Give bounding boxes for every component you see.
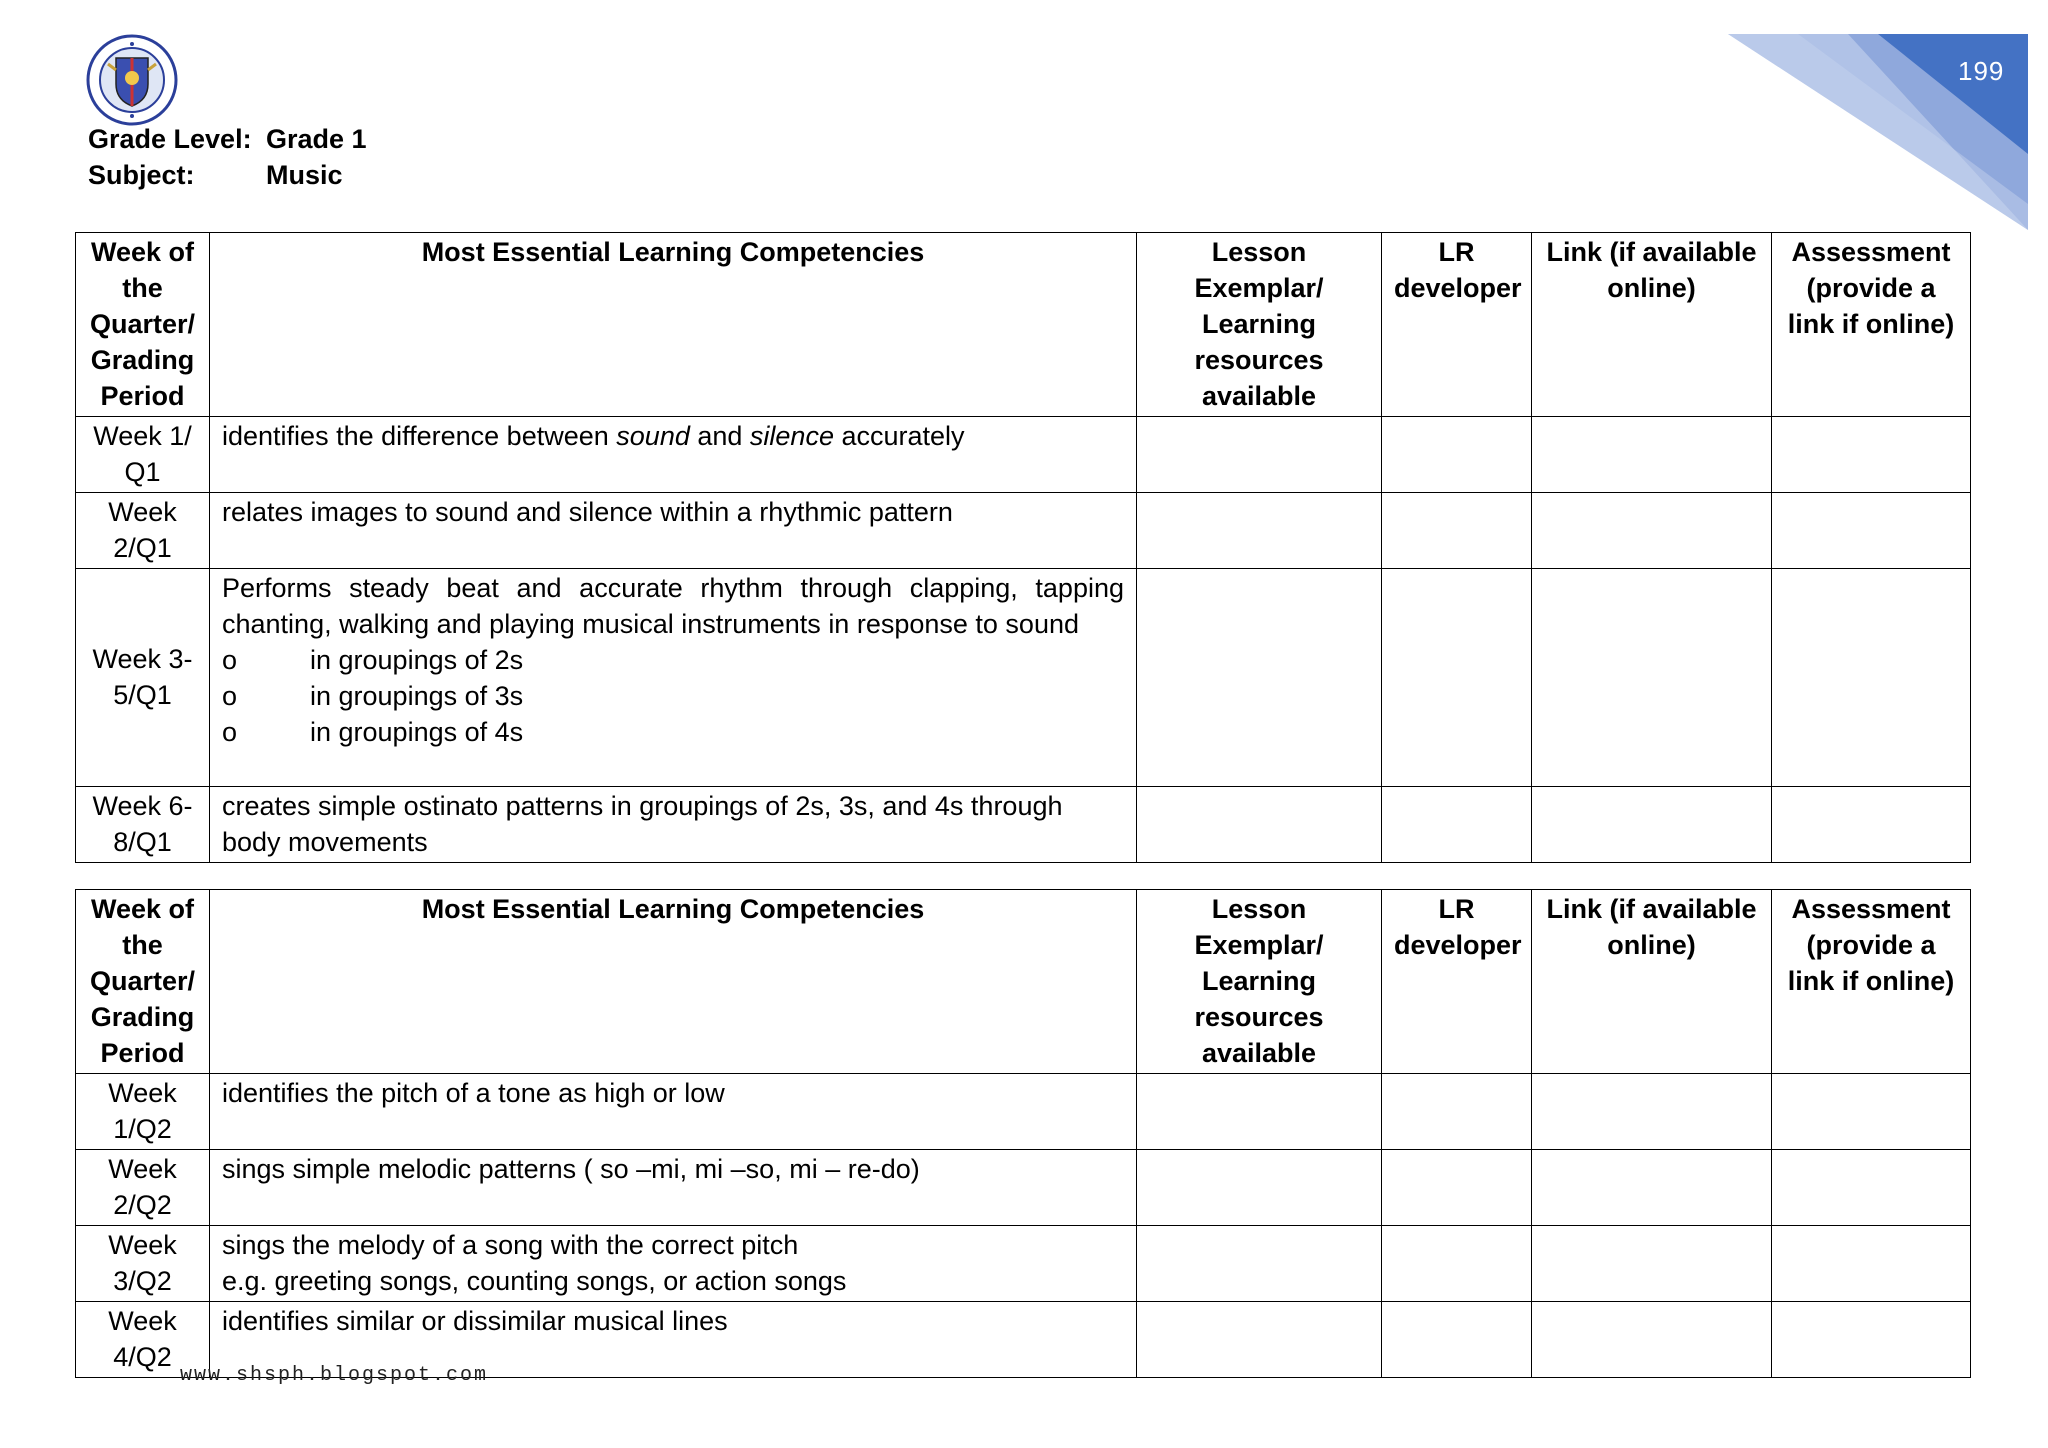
table-row	[76, 787, 1971, 863]
subject-row	[88, 160, 343, 191]
column-header-lr-developer: LR developer	[1382, 890, 1532, 1074]
grade-level-row	[88, 124, 367, 155]
assessment-cell	[1772, 1074, 1971, 1150]
week-cell: Week 3-5/Q1	[76, 569, 210, 787]
lesson-exemplar-cell	[1137, 1150, 1382, 1226]
lesson-exemplar-cell	[1137, 493, 1382, 569]
column-header-lr-developer: LR developer	[1382, 233, 1532, 417]
lr-developer-cell	[1382, 1226, 1532, 1302]
lesson-exemplar-cell	[1137, 569, 1382, 787]
list-item: o in groupings of 4s	[222, 717, 524, 747]
week-cell: Week 1/ Q1	[76, 417, 210, 493]
column-header-link: Link (if available online)	[1532, 890, 1772, 1074]
link-cell	[1532, 1150, 1772, 1226]
column-header-assessment: Assessment (provide a link if online)	[1772, 890, 1971, 1074]
week-cell: Week 6-8/Q1	[76, 787, 210, 863]
link-cell	[1532, 493, 1772, 569]
table-row	[76, 1226, 1971, 1302]
competency-cell: creates simple ostinato patterns in groupings of 2s, 3s, and 4s through body movements	[210, 787, 1137, 863]
week-cell: Week 2/Q1	[76, 493, 210, 569]
competency-cell	[210, 569, 1137, 787]
column-header-competencies: Most Essential Learning Competencies	[210, 890, 1137, 1074]
column-header-lesson-exemplar: Lesson Exemplar/ Learning resources available	[1137, 233, 1382, 417]
link-cell	[1532, 787, 1772, 863]
grade-level-label: Grade Level:	[88, 124, 252, 154]
assessment-cell	[1772, 417, 1971, 493]
lr-developer-cell	[1382, 1074, 1532, 1150]
competency-cell	[210, 1226, 1137, 1302]
lesson-exemplar-cell	[1137, 1074, 1382, 1150]
grade-level-value: Grade 1	[266, 124, 367, 154]
list-item: o in groupings of 2s	[222, 645, 524, 675]
competencies-table-q1	[75, 232, 1971, 863]
assessment-cell	[1772, 493, 1971, 569]
lr-developer-cell	[1382, 417, 1532, 493]
table-row	[76, 1074, 1971, 1150]
deped-seal-logo	[86, 34, 178, 126]
column-header-week: Week of the Quarter/ Grading Period	[76, 233, 210, 417]
column-header-link: Link (if available online)	[1532, 233, 1772, 417]
week-cell: Week 3/Q2	[76, 1226, 210, 1302]
competency-cell: identifies similar or dissimilar musical lines	[210, 1302, 1137, 1378]
page-number: 199	[1958, 56, 2005, 86]
assessment-cell	[1772, 1226, 1971, 1302]
table-header-row	[76, 890, 1971, 1074]
competency-line: e.g. greeting songs, counting songs, or action songs	[222, 1266, 847, 1296]
week-cell: Week 2/Q2	[76, 1150, 210, 1226]
table-row	[76, 569, 1971, 787]
link-cell	[1532, 1226, 1772, 1302]
lr-developer-cell	[1382, 787, 1532, 863]
table-header-row	[76, 233, 1971, 417]
assessment-cell	[1772, 1302, 1971, 1378]
table-row	[76, 1150, 1971, 1226]
lesson-exemplar-cell	[1137, 417, 1382, 493]
lr-developer-cell	[1382, 493, 1532, 569]
lesson-exemplar-cell	[1137, 787, 1382, 863]
week-cell: Week 4/Q2	[76, 1302, 210, 1378]
competency-cell: relates images to sound and silence within a rhythmic pattern	[210, 493, 1137, 569]
subject-label: Subject:	[88, 160, 195, 190]
assessment-cell	[1772, 787, 1971, 863]
link-cell	[1532, 569, 1772, 787]
competency-line: sings the melody of a song with the correct pitch	[222, 1230, 799, 1260]
lr-developer-cell	[1382, 1150, 1532, 1226]
link-cell	[1532, 1302, 1772, 1378]
column-header-week: Week of the Quarter/ Grading Period	[76, 890, 210, 1074]
lr-developer-cell	[1382, 1302, 1532, 1378]
column-header-assessment: Assessment (provide a link if online)	[1772, 233, 1971, 417]
link-cell	[1532, 1074, 1772, 1150]
lesson-exemplar-cell	[1137, 1226, 1382, 1302]
link-cell	[1532, 417, 1772, 493]
list-item: o in groupings of 3s	[222, 681, 524, 711]
week-cell: Week 1/Q2	[76, 1074, 210, 1150]
lr-developer-cell	[1382, 569, 1532, 787]
column-header-competencies: Most Essential Learning Competencies	[210, 233, 1137, 417]
table-row	[76, 493, 1971, 569]
subject-value: Music	[266, 160, 343, 190]
footer-url[interactable]: www.shsph.blogspot.com	[180, 1364, 489, 1387]
column-header-lesson-exemplar: Lesson Exemplar/ Learning resources available	[1137, 890, 1382, 1074]
competency-text: Performs steady beat and accurate rhythm through clapping, tapping chanting, walking and playing musical instruments in response to sound	[222, 573, 1124, 639]
assessment-cell	[1772, 1150, 1971, 1226]
table-row	[76, 417, 1971, 493]
competency-cell: identifies the pitch of a tone as high or low	[210, 1074, 1137, 1150]
assessment-cell	[1772, 569, 1971, 787]
competency-cell: sings simple melodic patterns ( so –mi, mi –so, mi – re-do)	[210, 1150, 1137, 1226]
lesson-exemplar-cell	[1137, 1302, 1382, 1378]
competencies-table-q2	[75, 889, 1971, 1378]
competency-cell: identifies the difference between sound and silence accurately	[210, 417, 1137, 493]
